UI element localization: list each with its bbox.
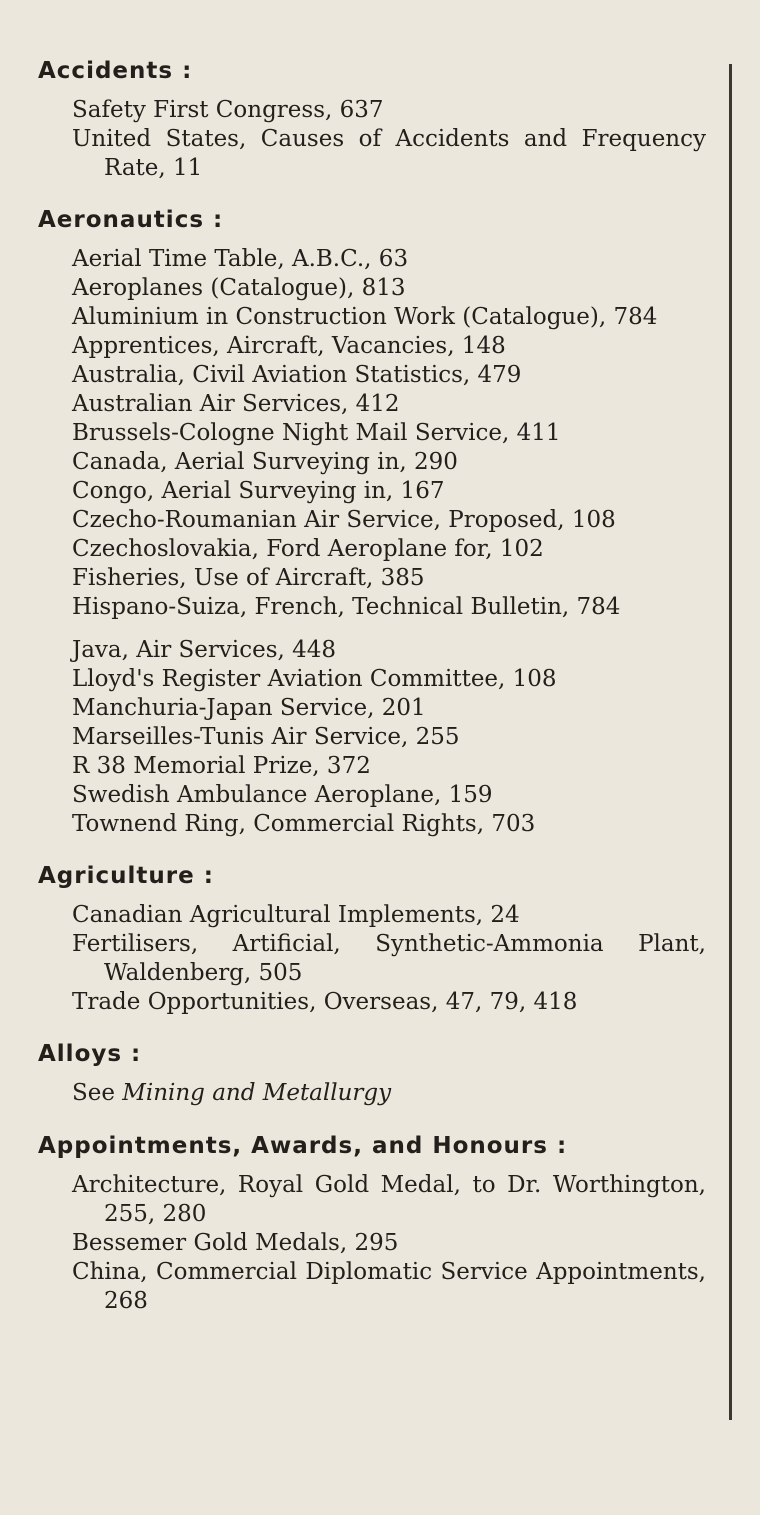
index-entry: Architecture, Royal Gold Medal, to Dr. Worthington, 255, 280: [72, 1172, 706, 1227]
index-entry: Java, Air Services, 448: [72, 637, 337, 663]
index-entry: Fertilisers, Artificial, Synthetic-Ammonia Plant, Waldenberg, 505: [72, 931, 706, 986]
index-entry: Canadian Agricultural Implements, 24: [72, 902, 520, 928]
see-prefix: See: [72, 1080, 115, 1106]
index-entry: Bessemer Gold Medals, 295: [72, 1230, 399, 1256]
entry-list: [38, 1079, 706, 1108]
index-column: [38, 56, 706, 1338]
index-entry: Marseilles-Tunis Air Service, 255: [72, 724, 460, 750]
index-entry: Lloyd's Register Aviation Committee, 108: [72, 666, 557, 692]
entry-list: [38, 1171, 706, 1316]
index-entry: Townend Ring, Commercial Rights, 703: [72, 811, 536, 837]
entry-list: [38, 901, 706, 1017]
column-divider-rule: [729, 64, 732, 1420]
section-alloys: [38, 1039, 706, 1108]
index-entry: Aeroplanes (Catalogue), 813: [72, 275, 406, 301]
index-entry: Apprentices, Aircraft, Vacancies, 148: [72, 333, 506, 359]
see-target: Mining and Metallurgy: [122, 1080, 392, 1106]
section-agriculture: [38, 861, 706, 1017]
section-heading: Appointments, Awards, and Honours :: [38, 1133, 568, 1159]
index-entry: Manchuria-Japan Service, 201: [72, 695, 426, 721]
index-entry: Hispano-Suiza, French, Technical Bulletin, 784: [72, 594, 621, 620]
index-entry: Safety First Congress, 637: [72, 97, 384, 123]
section-aeronautics: [38, 205, 706, 839]
entry-list: [38, 245, 706, 839]
index-entry: Brussels-Cologne Night Mail Service, 411: [72, 420, 561, 446]
index-entry: R 38 Memorial Prize, 372: [72, 753, 371, 779]
index-entry: Czechoslovakia, Ford Aeroplane for, 102: [72, 536, 544, 562]
index-entry: Australian Air Services, 412: [72, 391, 400, 417]
index-entry: Aerial Time Table, A.B.C., 63: [72, 246, 409, 272]
index-entry: Trade Opportunities, Overseas, 47, 79, 418: [72, 989, 578, 1015]
index-entry: China, Commercial Diplomatic Service Appointments, 268: [72, 1259, 706, 1314]
index-entry: United States, Causes of Accidents and Frequency Rate, 11: [72, 126, 706, 181]
section-heading: Alloys :: [38, 1041, 142, 1067]
section-heading: Accidents :: [38, 58, 193, 84]
section-appointments: [38, 1131, 706, 1316]
index-entry: Aluminium in Construction Work (Catalogue), 784: [72, 304, 658, 330]
section-heading: Aeronautics :: [38, 207, 224, 233]
index-entry: Congo, Aerial Surveying in, 167: [72, 478, 445, 504]
see-reference: [72, 1079, 706, 1108]
index-entry: Swedish Ambulance Aeroplane, 159: [72, 782, 493, 808]
section-accidents: [38, 56, 706, 183]
index-entry: Australia, Civil Aviation Statistics, 479: [72, 362, 522, 388]
index-entry: Canada, Aerial Surveying in, 290: [72, 449, 458, 475]
index-entry: Czecho-Roumanian Air Service, Proposed, 108: [72, 507, 616, 533]
entry-list: [38, 96, 706, 183]
index-entry: Fisheries, Use of Aircraft, 385: [72, 565, 425, 591]
section-heading: Agriculture :: [38, 863, 214, 889]
